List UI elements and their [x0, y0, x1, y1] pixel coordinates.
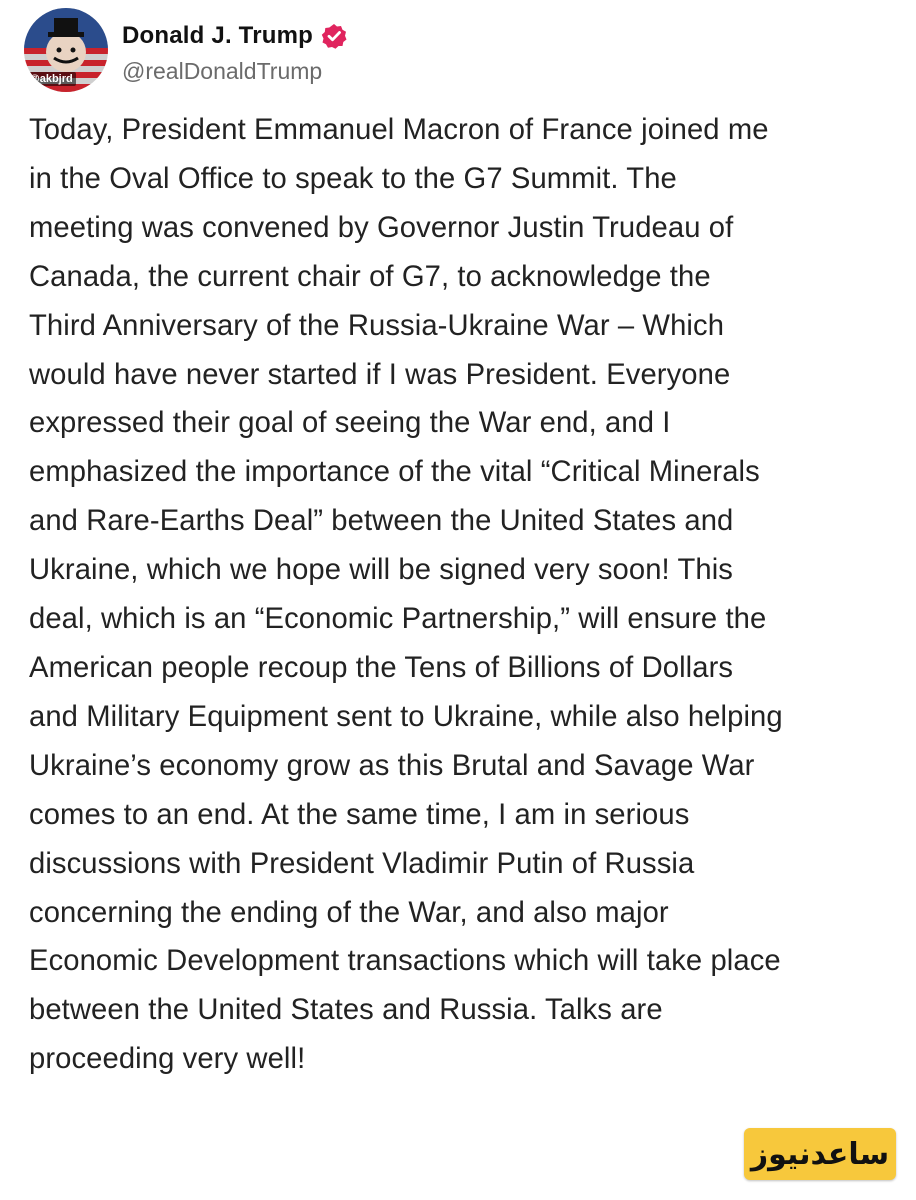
name-row: [122, 20, 347, 52]
watermark-logo-text: ساعدنیوز: [750, 1136, 890, 1172]
author-identity: [122, 8, 347, 85]
profile-avatar[interactable]: [24, 8, 108, 92]
avatar-watermark: @akbjrd: [26, 72, 76, 86]
post-body-text: Today, President Emmanuel Macron of France joined me in the Oval Office to speak to the G7 Summit. The meeting was convened by Governor Justin Trudeau of Canada, the current chair of G7, to acknowledge the Third Anniversary of the Russia-Ukraine War – Which would have never started if I was President. Everyone expressed their goal of seeing the War end, and I emphasized the importance of the vital “Critical Minerals and Rare-Earths Deal” between the United States and Ukraine, which we hope will be signed very soon! This deal, which is an “Economic Partnership,” will ensure the American people recoup the Tens of Billions of Dollars and Military Equipment sent to Ukraine, while also helping Ukraine’s economy grow as this Brutal and Savage War comes to an end. At the same time, I am in serious discussions with President Vladimir Putin of Russia concerning the ending of the War, and also major Economic Development transactions which will take place between the United States and Russia. Talks are proceeding very well!: [29, 114, 783, 1076]
watermark-logo: [744, 1128, 896, 1180]
post-header: [24, 8, 347, 98]
author-handle[interactable]: @realDonaldTrump: [122, 58, 323, 84]
author-display-name[interactable]: Donald J. Trump: [122, 22, 314, 49]
verified-badge-icon: [321, 23, 347, 49]
